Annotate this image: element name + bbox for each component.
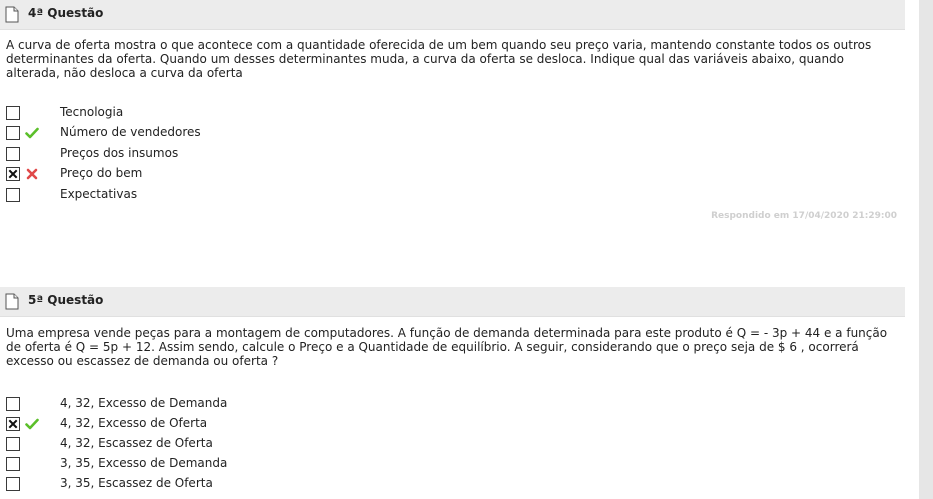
q4-option-1-checkbox[interactable] xyxy=(6,106,20,120)
q4-option-3-checkbox[interactable] xyxy=(6,147,20,161)
q4-option-4-label: Preço do bem xyxy=(60,166,143,180)
q5-option-5[interactable] xyxy=(0,475,600,493)
answered-timestamp: Respondido em 17/04/2020 21:29:00 xyxy=(711,211,897,221)
question-5-text: Uma empresa vende peças para a montagem de computadores. A função de demanda determinada para este produto é Q = - 3p + 44 e a função de oferta é Q = 5p + 12. Assim sendo, calcule o Preço e a Quantidade de equilíbrio. A seguir, considerando que o preço seja de $ 6 , ocorrerá excesso ou escassez de demanda ou oferta ? xyxy=(6,326,888,368)
checkbox-x-icon xyxy=(7,418,19,430)
question-5-header xyxy=(0,287,905,317)
document-icon xyxy=(5,293,19,310)
q4-option-1-label: Tecnologia xyxy=(60,105,124,119)
q4-option-5-label: Expectativas xyxy=(60,187,138,201)
q4-option-3[interactable] xyxy=(0,145,600,163)
q4-option-2-checkbox[interactable] xyxy=(6,126,20,140)
q5-option-3[interactable] xyxy=(0,435,600,453)
q4-option-2-label: Número de vendedores xyxy=(60,125,201,139)
q5-option-2[interactable] xyxy=(0,415,600,433)
checkbox-x-icon xyxy=(7,168,19,180)
q5-option-3-checkbox[interactable] xyxy=(6,437,20,451)
q5-option-5-checkbox[interactable] xyxy=(6,477,20,491)
q5-option-4-label: 3, 35, Excesso de Demanda xyxy=(60,456,228,470)
q5-option-1[interactable] xyxy=(0,395,600,413)
check-icon xyxy=(25,126,39,140)
document-icon xyxy=(5,6,19,23)
check-icon xyxy=(25,417,39,431)
q5-option-1-checkbox[interactable] xyxy=(6,397,20,411)
vertical-scrollbar[interactable] xyxy=(919,0,933,499)
q5-option-3-label: 4, 32, Escassez de Oferta xyxy=(60,436,213,450)
q4-option-2[interactable] xyxy=(0,124,600,142)
q5-option-2-checkbox[interactable] xyxy=(6,417,20,431)
q4-option-5-checkbox[interactable] xyxy=(6,188,20,202)
cross-icon xyxy=(25,167,39,181)
q5-option-4[interactable] xyxy=(0,455,600,473)
q5-option-1-label: 4, 32, Excesso de Demanda xyxy=(60,396,228,410)
q4-option-3-label: Preços dos insumos xyxy=(60,146,179,160)
question-4-text: A curva de oferta mostra o que acontece com a quantidade oferecida de um bem quando seu preço varia, mantendo constante todos os outros determinantes da oferta. Quando um desses determinantes muda, a curva da oferta se desloca. Indique qual das variáveis abaixo, quando alterada, não desloca a curva da oferta xyxy=(6,38,872,80)
q4-option-4-checkbox[interactable] xyxy=(6,167,20,181)
q4-option-4[interactable] xyxy=(0,165,600,183)
q5-option-4-checkbox[interactable] xyxy=(6,457,20,471)
question-4-header xyxy=(0,0,905,30)
question-5-title: 5ª Questão xyxy=(28,293,104,307)
q5-option-2-label: 4, 32, Excesso de Oferta xyxy=(60,416,208,430)
q4-option-1[interactable] xyxy=(0,104,600,122)
question-4-title: 4ª Questão xyxy=(28,6,104,20)
q5-option-5-label: 3, 35, Escassez de Oferta xyxy=(60,476,213,490)
q4-option-5[interactable] xyxy=(0,186,600,204)
